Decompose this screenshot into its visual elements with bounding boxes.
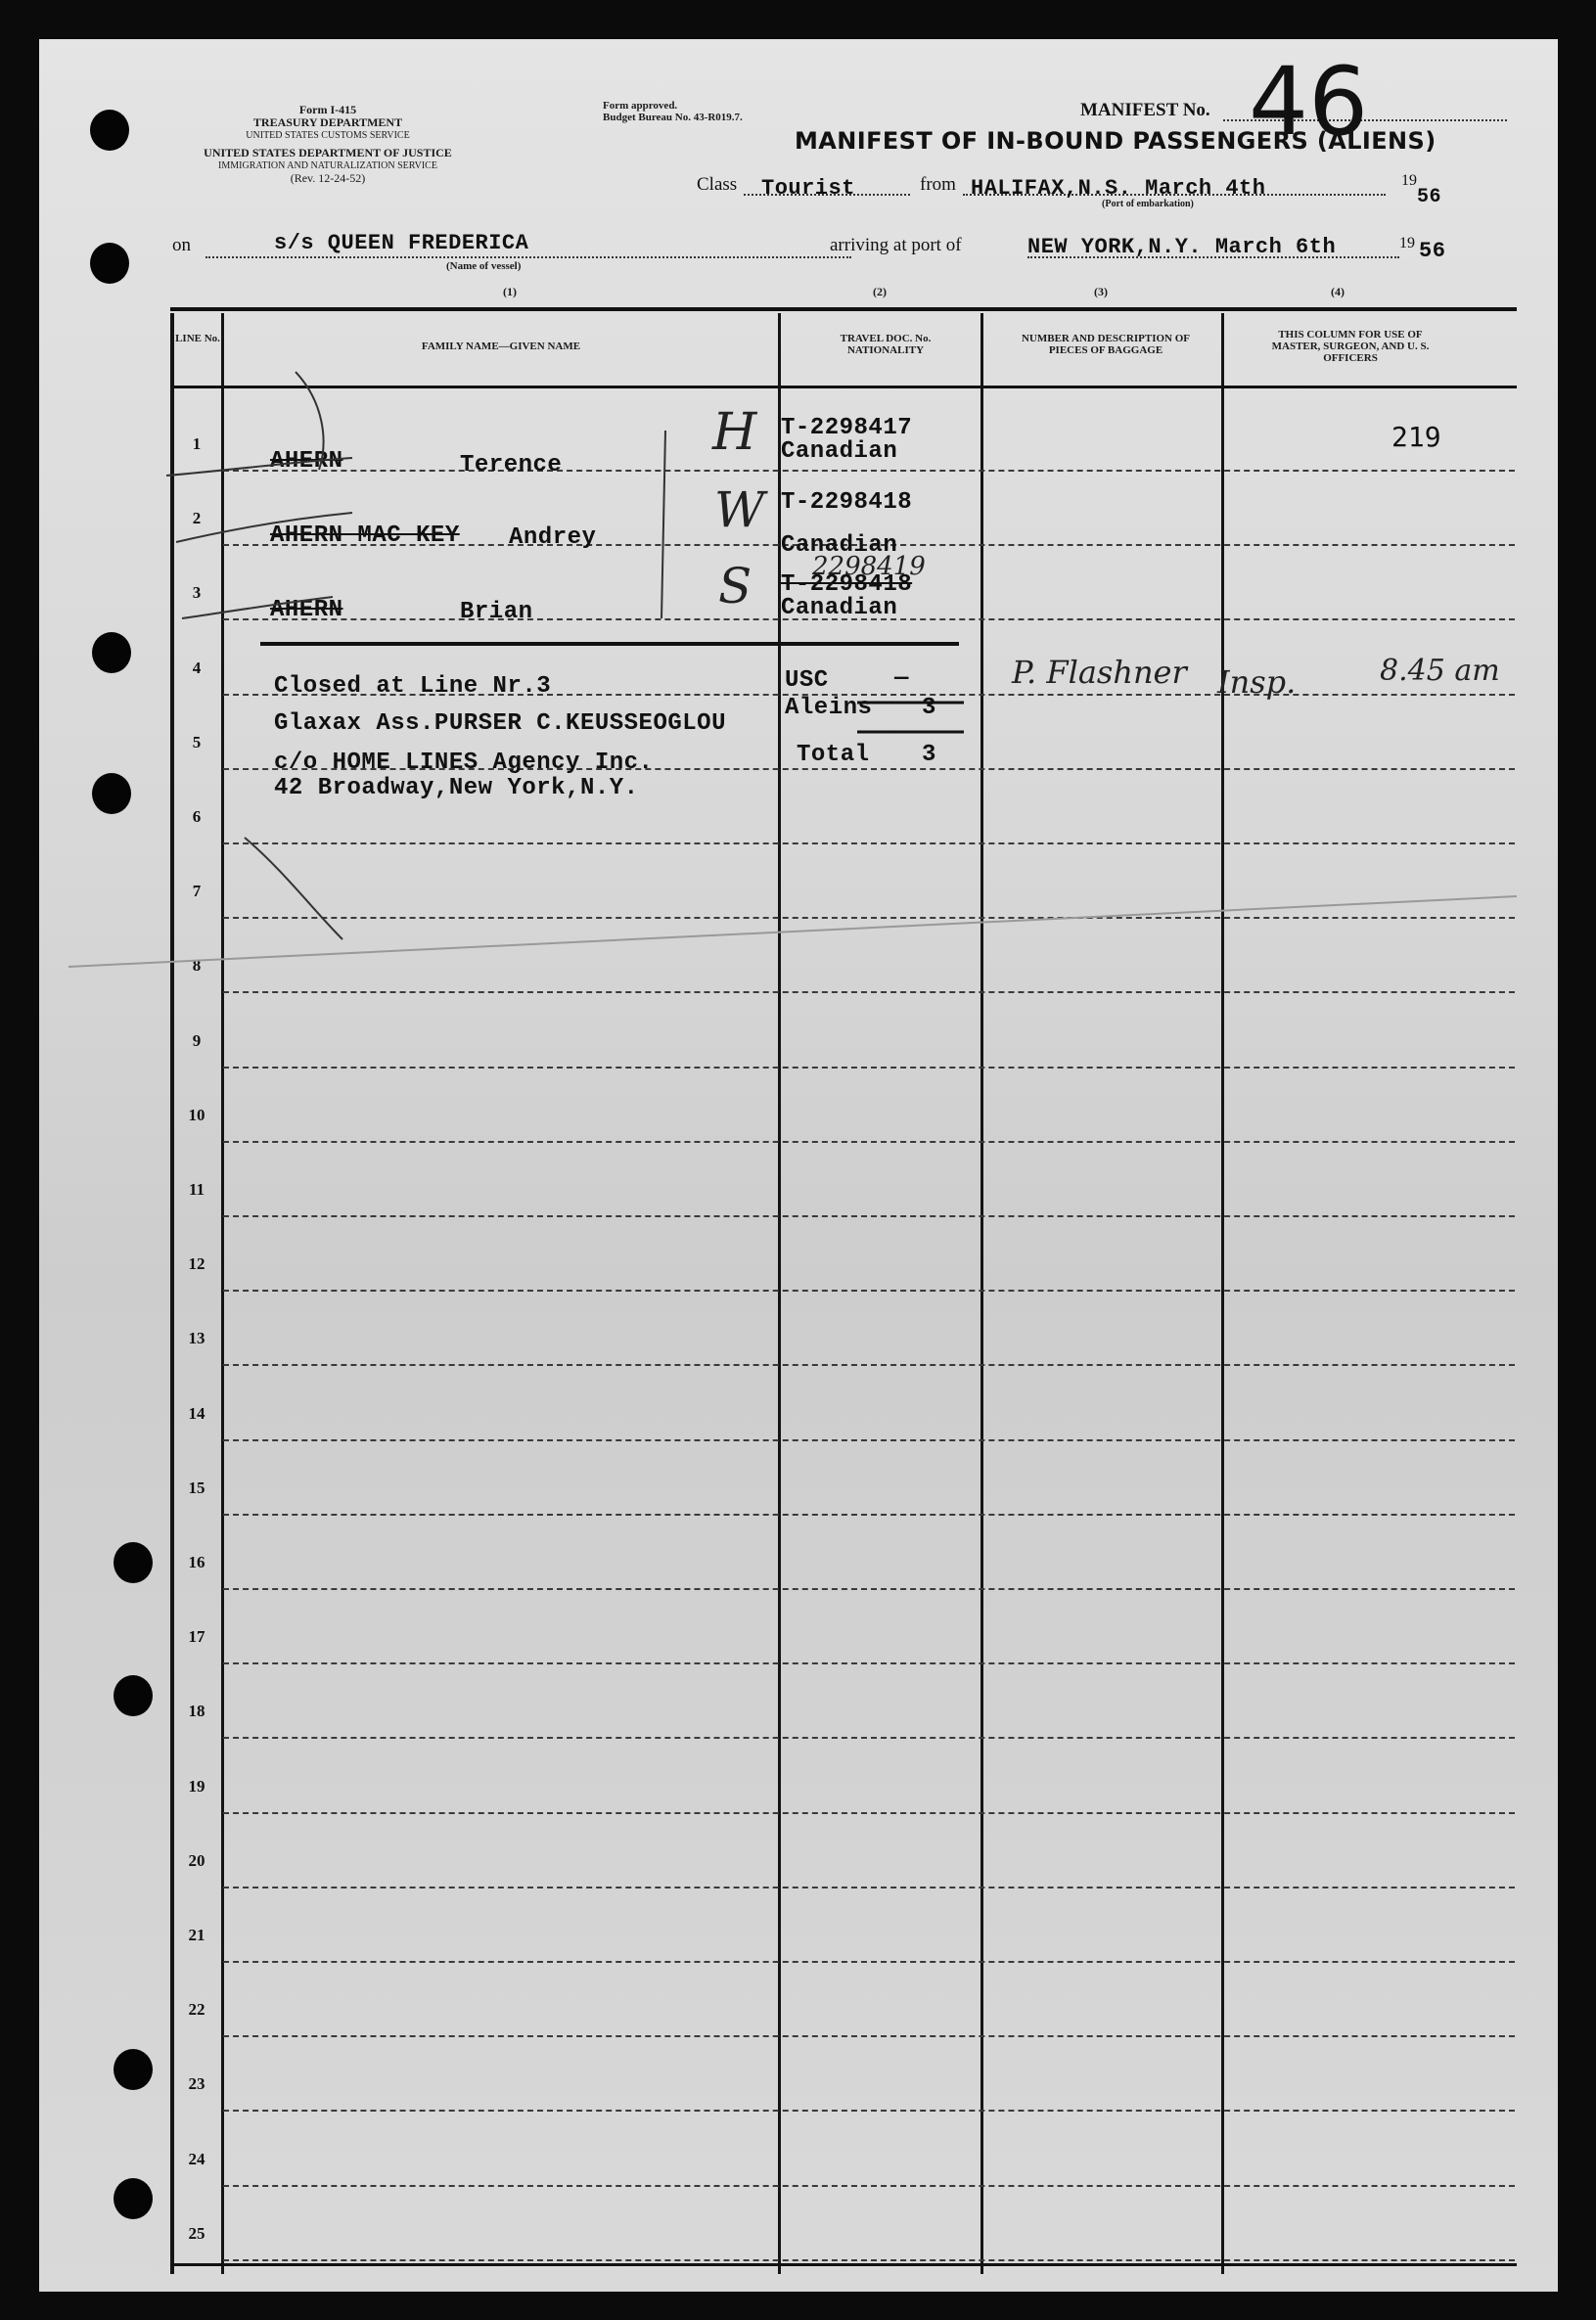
line-number: 14 xyxy=(188,1403,205,1423)
passenger-3-doc-correction: 2298419 xyxy=(812,552,926,581)
line-number: 12 xyxy=(188,1254,205,1274)
line-number: 11 xyxy=(188,1180,205,1199)
budget-bureau-label: Budget Bureau No. 43-R019.7. xyxy=(603,112,743,123)
arrival-year-value: 56 xyxy=(1419,239,1446,263)
ins-label: IMMIGRATION AND NATURALIZATION SERVICE xyxy=(218,160,437,171)
handwritten-strokes xyxy=(39,39,1558,2292)
col2-number: (2) xyxy=(873,285,887,298)
form-number: Form I-415 xyxy=(298,103,357,116)
line-number: 8 xyxy=(192,956,202,976)
passenger-3-given: Brian xyxy=(460,599,533,625)
line-number: 10 xyxy=(188,1105,205,1124)
passenger-1-family: AHERN xyxy=(270,448,343,475)
col-name-header: FAMILY NAME—GIVEN NAME xyxy=(421,341,581,352)
col-travel-doc-header: TRAVEL DOC. No. NATIONALITY xyxy=(840,333,932,356)
line-number: 1 xyxy=(192,434,202,453)
vessel-name-label: (Name of vessel) xyxy=(446,260,522,272)
year-value: 56 xyxy=(1417,186,1442,208)
line-number: 23 xyxy=(188,2074,205,2094)
department-of-justice: UNITED STATES DEPARTMENT OF JUSTICE xyxy=(204,146,452,159)
col3-number: (3) xyxy=(1094,285,1108,298)
arriving-label: arriving at port of xyxy=(830,235,962,255)
from-value: HALIFAX,N.S. March 4th xyxy=(971,176,1266,201)
usc-value: — xyxy=(894,665,909,692)
col4-number: (4) xyxy=(1331,285,1345,298)
line-number: 21 xyxy=(188,1926,205,1944)
inspector-title: Insp. xyxy=(1217,663,1297,701)
passenger-1-officer-note: 219 xyxy=(1391,421,1441,453)
line-number: 24 xyxy=(188,2149,205,2168)
line-number: 17 xyxy=(188,1627,205,1647)
line-number: 5 xyxy=(192,732,202,751)
closing-line-2: Glaxax Ass.PURSER C.KEUSSEOGLOU xyxy=(274,710,726,737)
line-number: 2 xyxy=(192,509,202,528)
line-number: 13 xyxy=(188,1329,205,1348)
line-number: 19 xyxy=(188,1776,205,1796)
line-number: 4 xyxy=(192,658,202,677)
passenger-3-nationality: Canadian xyxy=(781,595,898,621)
line-number: 20 xyxy=(188,1850,205,1870)
col-line-no-header: LINE No. xyxy=(175,333,220,344)
passenger-2-nationality: Canadian xyxy=(781,532,898,559)
line-number: 7 xyxy=(192,882,202,901)
col1-number: (1) xyxy=(503,285,517,298)
passenger-1-doc: T-2298417 xyxy=(781,415,913,441)
aliens-value: 3 xyxy=(922,695,936,721)
port-embark-label: (Port of embarkation) xyxy=(1102,199,1194,209)
line-number: 3 xyxy=(192,583,202,603)
line-number: 22 xyxy=(188,2000,205,2020)
aliens-label: Aleins xyxy=(785,695,873,721)
line-number: 18 xyxy=(188,1702,205,1721)
from-label: from xyxy=(920,174,956,195)
arrival-year-prefix: 19 xyxy=(1399,235,1415,251)
line-number: 16 xyxy=(188,1553,205,1571)
line-number: 9 xyxy=(192,1030,202,1050)
class-label: Class xyxy=(697,174,738,195)
passenger-3-family: AHERN xyxy=(270,597,343,623)
treasury-department: TREASURY DEPARTMENT xyxy=(252,115,403,129)
passenger-2-doc: T-2298418 xyxy=(781,489,913,516)
manifest-number-label: MANIFEST No. xyxy=(1080,100,1210,120)
passenger-1-mark: H xyxy=(712,403,757,462)
inspector-time: 8.45 am xyxy=(1380,654,1500,688)
customs-service: UNITED STATES CUSTOMS SERVICE xyxy=(246,130,410,141)
closing-line-4: 42 Broadway,New York,N.Y. xyxy=(274,775,639,801)
manifest-number: 46 xyxy=(1249,47,1369,157)
vessel-name: s/s QUEEN FREDERICA xyxy=(274,231,529,255)
passenger-1-nationality: Canadian xyxy=(781,438,898,465)
total-label: Total xyxy=(797,742,870,768)
line-number: 6 xyxy=(192,807,202,826)
passenger-1-given: Terence xyxy=(460,452,563,478)
year-prefix: 19 xyxy=(1401,172,1417,189)
manifest-page xyxy=(39,39,1558,2292)
closing-line-3: c/o HOME LINES Agency Inc. xyxy=(274,750,654,776)
form-revision: (Rev. 12-24-52) xyxy=(290,171,366,185)
on-label: on xyxy=(172,235,191,255)
manifest-title: MANIFEST OF IN-BOUND PASSENGERS (ALIENS) xyxy=(795,127,1436,155)
passenger-2-family: AHERN MAC KEY xyxy=(270,523,460,549)
line-number: 15 xyxy=(188,1478,205,1497)
col-officers-header: THIS COLUMN FOR USE OF MASTER, SURGEON, AND U. S. OFFICERS xyxy=(1271,329,1430,364)
col-baggage-header: NUMBER AND DESCRIPTION OF PIECES OF BAGGAGE xyxy=(1021,333,1191,356)
passenger-2-given: Andrey xyxy=(509,524,597,551)
passenger-2-mark: W xyxy=(714,481,765,538)
form-approved-label: Form approved. xyxy=(603,100,678,112)
closing-line-1: Closed at Line Nr.3 xyxy=(274,673,552,700)
inspector-name: P. Flashner xyxy=(1012,654,1187,691)
usc-label: USC xyxy=(785,667,829,694)
passenger-3-doc: T-2298418 xyxy=(781,571,913,598)
passenger-3-mark: S xyxy=(718,558,752,614)
line-number: 25 xyxy=(188,2223,205,2243)
arrival-value: NEW YORK,N.Y. March 6th xyxy=(1027,235,1337,259)
class-value: Tourist xyxy=(761,176,855,201)
total-value: 3 xyxy=(922,742,936,768)
